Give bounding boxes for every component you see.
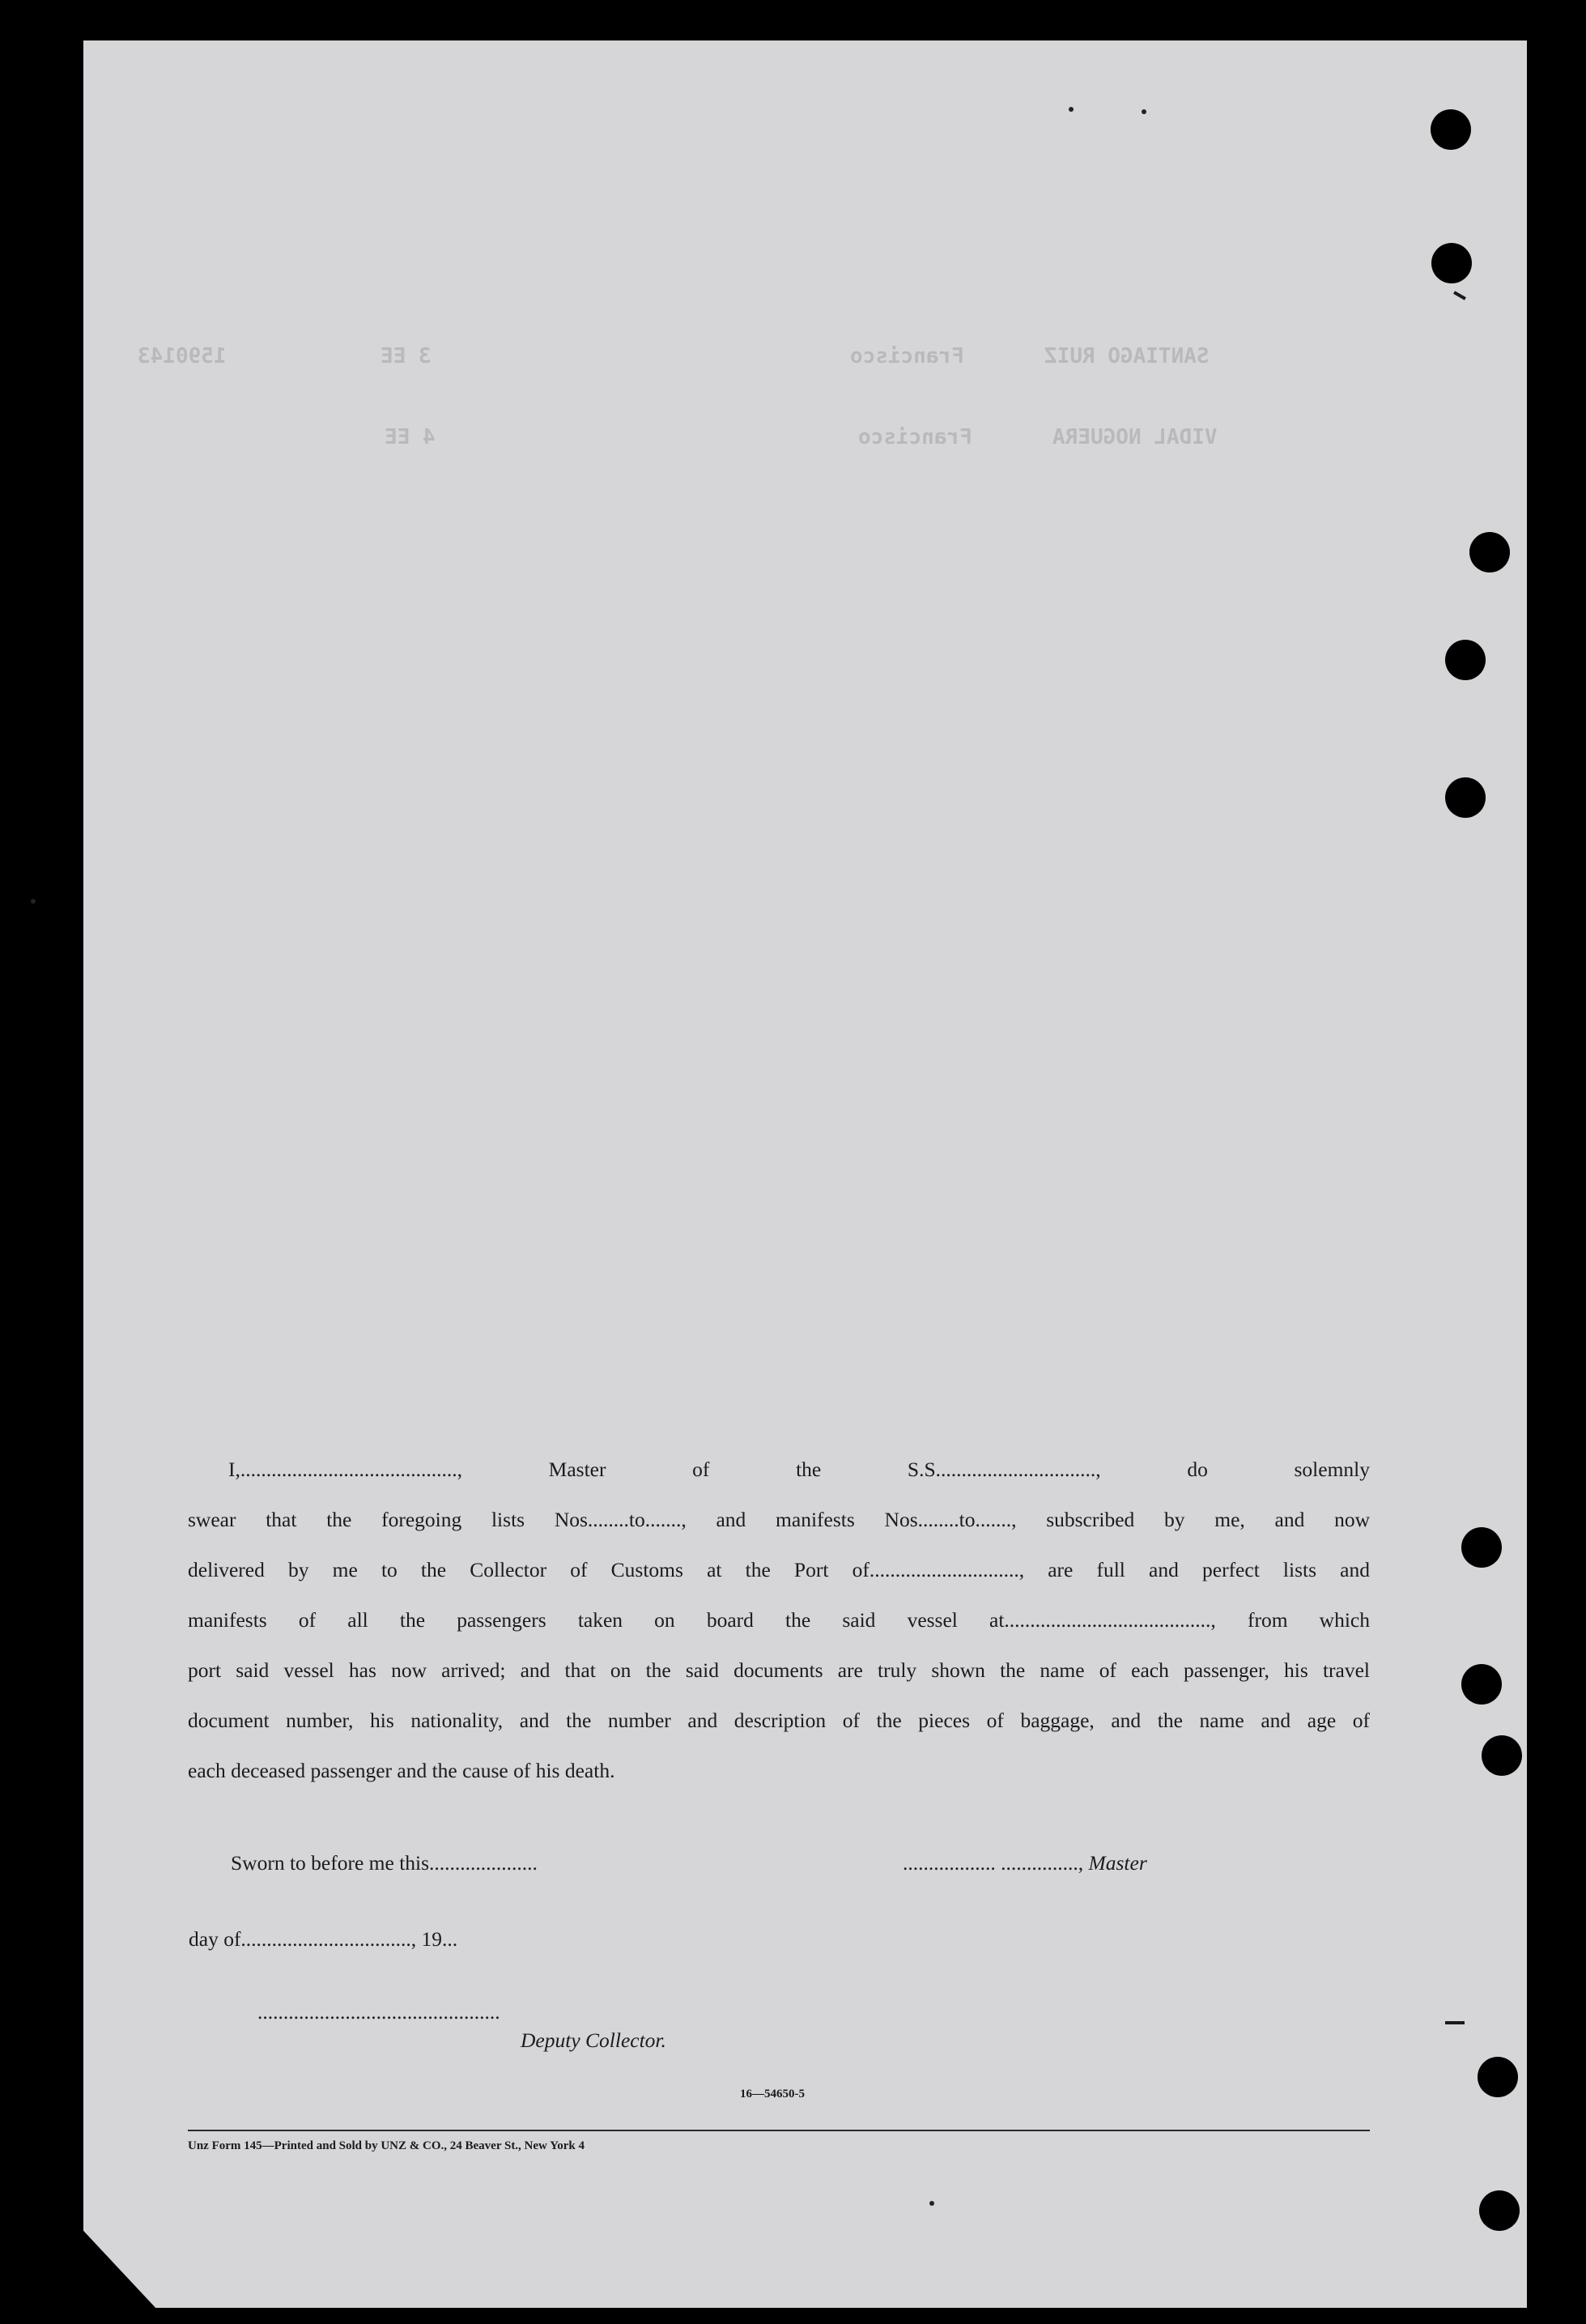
oath-line: port said vessel has now arrived; and that on the said documents are truly shown the name of each passenger, his travel	[188, 1658, 1370, 1682]
speck	[31, 899, 36, 904]
binder-hole	[1445, 640, 1486, 680]
binder-hole	[1431, 243, 1472, 283]
binder-hole	[1478, 2057, 1518, 2097]
binder-hole	[1461, 1527, 1502, 1568]
bleed-through-name-2: VIDAL NOGUERA	[1052, 425, 1218, 449]
oath-line: I,.........................................., Master of the S.S..............................., do solemnly	[228, 1458, 1370, 1481]
oath-line: each deceased passenger and the cause of his death.	[188, 1759, 615, 1782]
footer-rule	[188, 2130, 1370, 2131]
binder-hole	[1479, 2190, 1520, 2231]
bleed-through-num-1: 1590143	[138, 344, 227, 368]
binder-hole	[1461, 1664, 1502, 1705]
manifest-sheet	[83, 40, 1527, 2308]
bleed-through-code-2: 4 EE	[385, 425, 436, 449]
bleed-through-code-1: 3 EE	[381, 344, 432, 368]
edge-mark	[1445, 2021, 1465, 2024]
deputy-collector-label: Deputy Collector.	[521, 2028, 666, 2052]
master-label: Master	[1088, 1851, 1147, 1875]
oath-line: delivered by me to the Collector of Customs at the Port of............................., are full and perfect lists and	[188, 1558, 1370, 1581]
binder-hole	[1431, 109, 1471, 150]
oath-line: document number, his nationality, and the number and description of the pieces of baggage, and the name and age of	[188, 1709, 1370, 1732]
bleed-through-first-1: Francisco	[850, 344, 964, 368]
speck	[1142, 109, 1146, 114]
oath-line: manifests of all the passengers taken on board the said vessel at........................................, from which	[188, 1608, 1370, 1632]
binder-hole	[1445, 777, 1486, 818]
speck	[1069, 107, 1074, 112]
deputy-signature-dots: ...............................................	[257, 2000, 500, 2024]
sworn-before-line: Sworn to before me this.....................	[231, 1851, 538, 1875]
bleed-through-name-1: SANTIAGO RUIZ	[1044, 344, 1210, 368]
master-dots: .................. ...............,	[903, 1851, 1089, 1875]
master-signature-line	[903, 1851, 1147, 1875]
day-of-line: day of................................., 19...	[189, 1927, 458, 1951]
bleed-through-first-2: Francisco	[858, 425, 972, 449]
form-number: 16—54650-5	[740, 2088, 805, 2101]
printer-imprint: Unz Form 145—Printed and Sold by UNZ & CO., 24 Beaver St., New York 4	[188, 2139, 585, 2152]
oath-line: swear that the foregoing lists Nos........to......., and manifests Nos........to......., subscribed by me, and now	[188, 1508, 1370, 1531]
binder-hole	[1482, 1735, 1522, 1776]
binder-hole	[1469, 532, 1510, 572]
speck	[929, 2201, 934, 2206]
